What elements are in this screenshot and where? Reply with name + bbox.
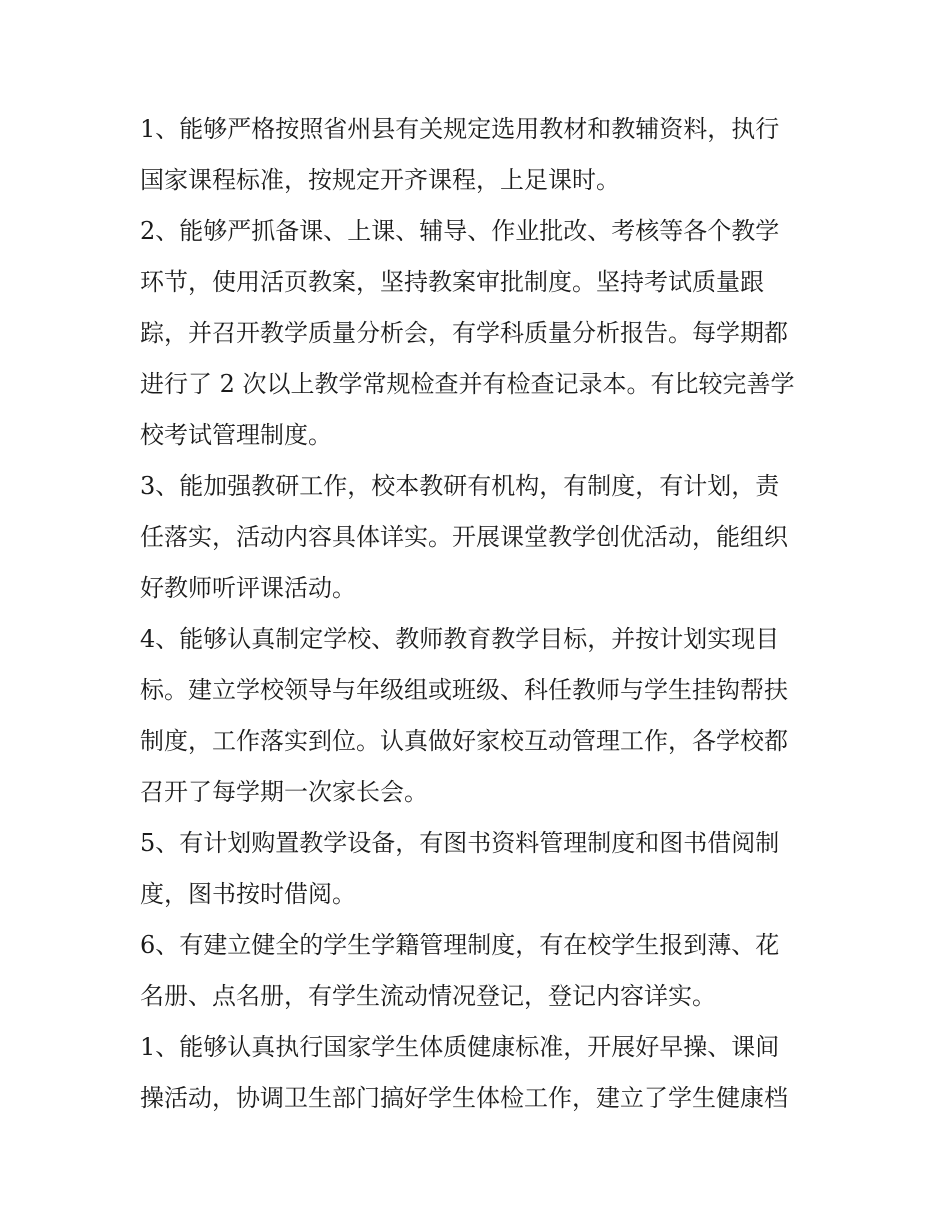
text-line: 环节，使用活页教案，坚持教案审批制度。坚持考试质量跟 [140, 268, 764, 296]
text-line: 3、能加强教研工作，校本教研有机构，有制度，有计划，责 [140, 472, 780, 500]
text-line: 好教师听评课活动。 [140, 574, 356, 602]
text-line: 名册、点名册，有学生流动情况登记，登记内容详实。 [140, 982, 716, 1010]
text-line: 1、能够严格按照省州县有关规定选用教材和教辅资料，执行 [140, 115, 780, 143]
text-line: 4、能够认真制定学校、教师教育教学目标，并按计划实现目 [140, 625, 780, 653]
text-line: 2、能够严抓备课、上课、辅导、作业批改、考核等各个教学 [140, 217, 780, 245]
text-line: 标。建立学校领导与年级组或班级、科任教师与学生挂钩帮扶 [140, 676, 788, 704]
text-line: 6、有建立健全的学生学籍管理制度，有在校学生报到薄、花 [140, 931, 780, 959]
text-line: 进行了 2 次以上教学常规检查并有检查记录本。有比较完善学 [140, 370, 795, 398]
document-body [140, 104, 820, 1124]
text-line: 召开了每学期一次家长会。 [140, 778, 428, 806]
text-line: 任落实，活动内容具体详实。开展课堂教学创优活动，能组织 [140, 523, 788, 551]
text-line: 5、有计划购置教学设备，有图书资料管理制度和图书借阅制 [140, 829, 780, 857]
text-line: 制度，工作落实到位。认真做好家校互动管理工作，各学校都 [140, 727, 788, 755]
text-line: 国家课程标准，按规定开齐课程，上足课时。 [140, 166, 620, 194]
text-line: 操活动，协调卫生部门搞好学生体检工作，建立了学生健康档 [140, 1084, 788, 1112]
text-line: 踪，并召开教学质量分析会，有学科质量分析报告。每学期都 [140, 319, 788, 347]
text-line: 校考试管理制度。 [140, 421, 332, 449]
text-line: 1、能够认真执行国家学生体质健康标准，开展好早操、课间 [140, 1033, 780, 1061]
text-line: 度，图书按时借阅。 [140, 880, 356, 908]
